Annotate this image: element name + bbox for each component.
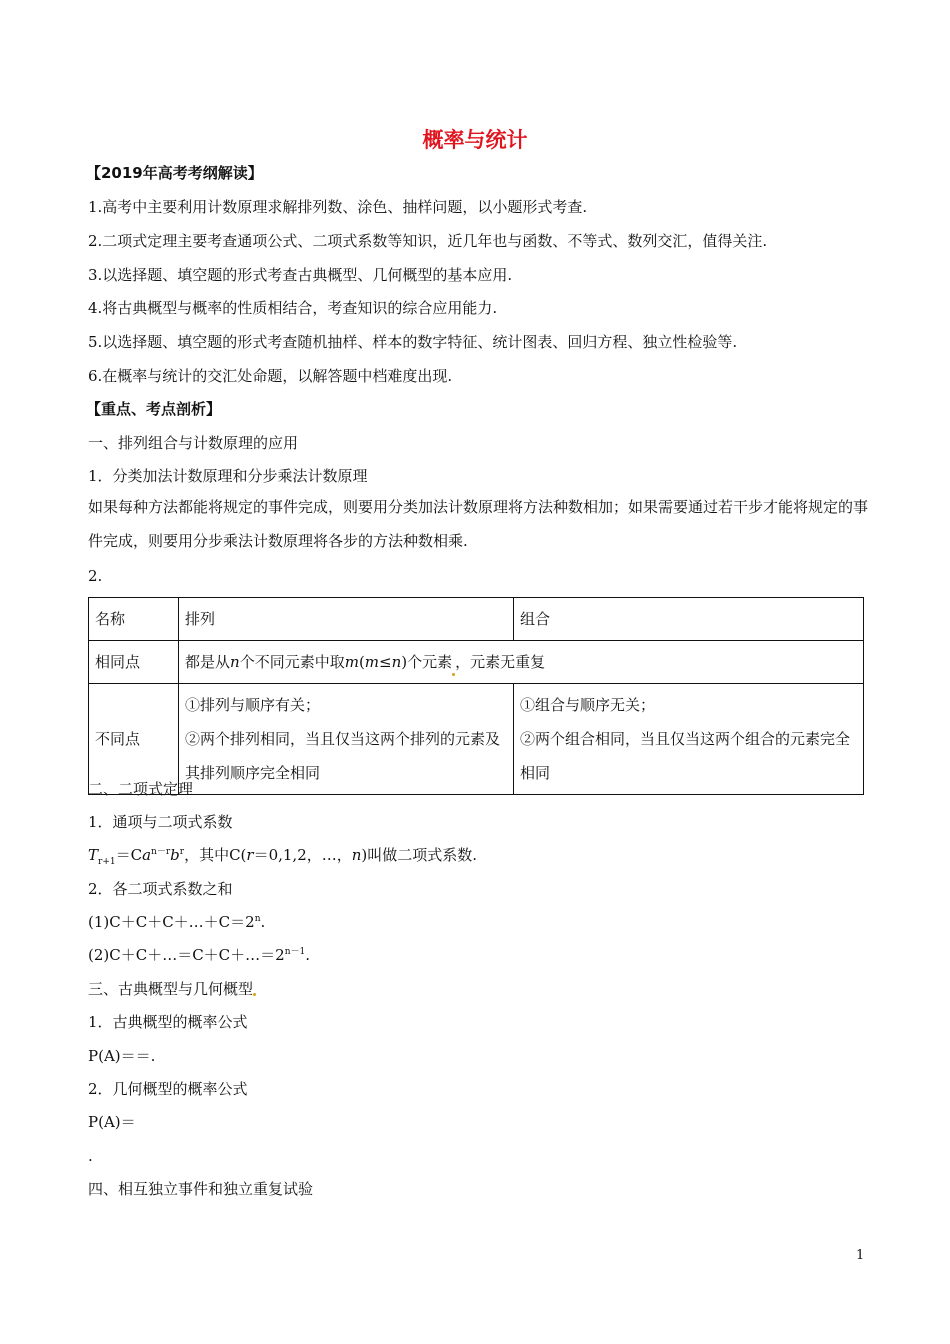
key-points-heading: 【重点、考点剖析】 bbox=[86, 400, 222, 418]
page-number: 1 bbox=[856, 1248, 865, 1263]
diff-label: 不同点 bbox=[89, 684, 179, 795]
exam-item-4: 4.将古典概型与概率的性质相结合，考查知识的综合应用能力. bbox=[88, 299, 498, 317]
section-3-subheading-2: 2．几何概型的概率公式 bbox=[88, 1080, 248, 1098]
same-description: 都是从n个不同元素中取m(m≤n)个元素 ，元素无重复 bbox=[179, 641, 864, 684]
binomial-sum-1: $(1)C+C+C+\dots+C=2^n$. bbox=[88, 913, 266, 931]
mark-dot bbox=[452, 673, 455, 676]
permutation-diff: ①排列与顺序有关； ②两个排列相同，当且仅当这两个排列的元素及其排列顺序完全相同 bbox=[179, 684, 514, 795]
exam-item-5: 5.以选择题、填空题的形式考查随机抽样、样本的数字特征、统计图表、回归方程、独立性检验等. bbox=[88, 333, 738, 351]
binomial-sum-2: $(2)C+C+\dots=C+C+\dots=2^{n-1}$. bbox=[88, 946, 311, 964]
table-row bbox=[89, 641, 864, 684]
counting-principle-paragraph: 如果每种方法都能将规定的事件完成，则要用分类加法计数原理将方法种数相加；如果需要通过若干步才能将规定的事件完成，则要用分步乘法计数原理将各步的方法种数相乘. bbox=[88, 498, 869, 550]
header-combination: 组合 bbox=[514, 598, 864, 641]
page-title: 概率与统计 bbox=[422, 128, 528, 152]
table-row bbox=[89, 598, 864, 641]
classical-probability-formula: P(A)＝＝. bbox=[88, 1047, 156, 1065]
exam-item-2: 2.二项式定理主要考查通项公式、二项式系数等知识，近几年也与函数、不等式、数列交汇，值得关注. bbox=[88, 232, 768, 250]
combination-diff: ①组合与顺序无关； ②两个组合相同，当且仅当这两个组合的元素完全相同 bbox=[514, 684, 864, 795]
table-row bbox=[89, 684, 864, 795]
section-2-subheading-1: 1．通项与二项式系数 bbox=[88, 813, 233, 831]
formula-terminal-dot: . bbox=[88, 1147, 93, 1165]
mark-dot bbox=[253, 993, 256, 996]
section-3-heading: 三、古典概型与几何概型 bbox=[88, 979, 256, 999]
geometric-probability-formula: P(A)＝ bbox=[88, 1113, 136, 1131]
section-1-heading: 一、排列组合与计数原理的应用 bbox=[88, 434, 299, 452]
exam-outline-heading: 【2019年高考考纲解读】 bbox=[86, 164, 263, 182]
exam-item-1: 1.高考中主要利用计数原理求解排列数、涂色、抽样问题，以小题形式考查. bbox=[88, 198, 588, 216]
section-1-subheading-1: 1．分类加法计数原理和分步乘法计数原理 bbox=[88, 467, 368, 485]
exam-item-6: 6.在概率与统计的交汇处命题，以解答题中档难度出现. bbox=[88, 367, 453, 385]
exam-item-3: 3.以选择题、填空题的形式考查古典概型、几何概型的基本应用. bbox=[88, 266, 513, 284]
section-4-heading: 四、相互独立事件和独立重复试验 bbox=[88, 1180, 314, 1198]
header-name: 名称 bbox=[89, 598, 179, 641]
general-term-formula: $T_{r+1}=Ca^{n-r}b^r$，其中C(r＝0,1,2，…，n)叫做二项式系数. bbox=[88, 846, 478, 867]
section-2-subheading-2: 2．各二项式系数之和 bbox=[88, 880, 233, 898]
section-3-subheading-1: 1．古典概型的概率公式 bbox=[88, 1013, 248, 1031]
same-label: 相同点 bbox=[89, 641, 179, 684]
permutation-combination-table bbox=[88, 597, 864, 795]
section-2-heading: 二、二项式定理 bbox=[88, 780, 194, 798]
header-permutation: 排列 bbox=[179, 598, 514, 641]
section-1-subheading-2: 2. bbox=[88, 567, 103, 585]
